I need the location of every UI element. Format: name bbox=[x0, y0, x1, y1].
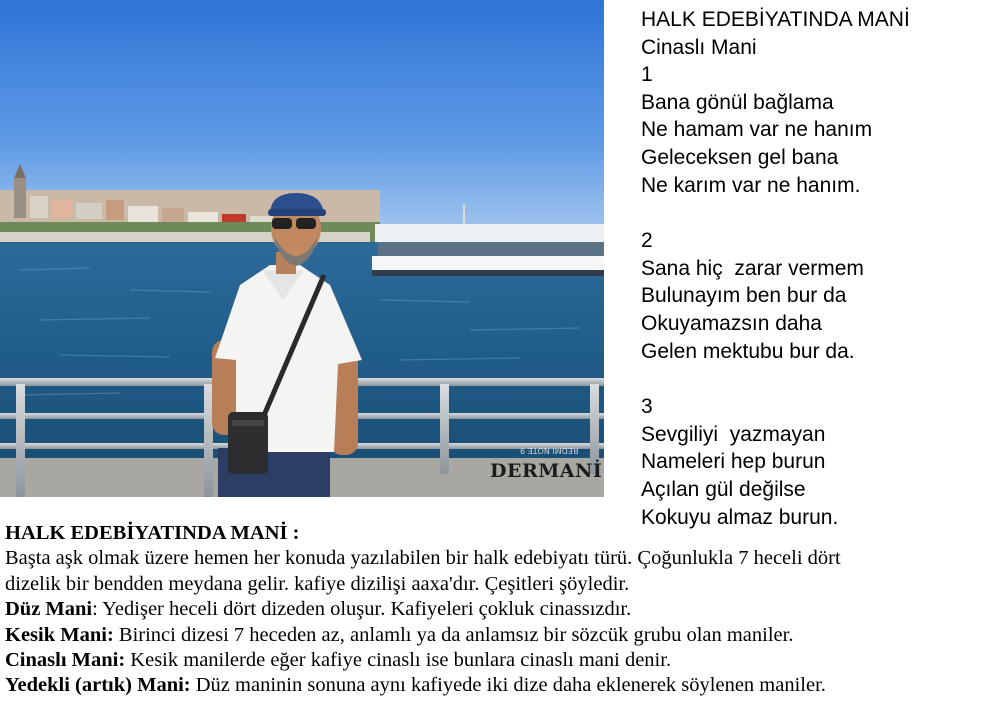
poem-line: Ne karım var ne hanım. bbox=[641, 173, 861, 197]
poem-line: Sevgiliyi yazmayan bbox=[641, 422, 826, 446]
stanza-number: 2 bbox=[641, 229, 653, 253]
bosphorus-photo bbox=[0, 0, 604, 497]
article-intro: dizelik bir bendden meydana gelir. kafiye dizilişi aaxa'dır. Çeşitleri şöyledir. bbox=[5, 572, 630, 595]
poem-subtitle: Cinaslı Mani bbox=[641, 35, 757, 59]
poem-line: Okuyamazsın daha bbox=[641, 311, 822, 335]
mani-type-desc: Birinci dizesi 7 heceden az, anlamlı ya da anlamsız bir sözcük grubu olan maniler. bbox=[113, 623, 794, 646]
poem-line: Geleceksen gel bana bbox=[641, 145, 839, 169]
mani-type-desc: : Yedişer heceli dört dizeden oluşur. Kafiyeleri çokluk cinassızdır. bbox=[92, 598, 632, 621]
poem-line: Bulunayım ben bur da bbox=[641, 284, 847, 308]
stanza-number: 3 bbox=[641, 395, 653, 419]
camera-watermark: REDMI NOTE 9 bbox=[520, 446, 579, 455]
mani-type-term: Cinaslı Mani: bbox=[5, 649, 126, 672]
poem-line: Gelen mektubu bur da. bbox=[641, 339, 855, 363]
stanza-gap bbox=[641, 199, 996, 227]
poem-line: Bana gönül bağlama bbox=[641, 90, 834, 114]
mani-type-kesik bbox=[5, 623, 995, 648]
mani-type-term: Kesik Mani: bbox=[5, 623, 114, 646]
mani-type-desc: Düz maninin sonuna aynı kafiyede iki dize daha eklenerek söylenen maniler. bbox=[190, 674, 826, 697]
mani-type-duz bbox=[5, 597, 995, 622]
stanza-gap bbox=[641, 365, 996, 393]
mani-type-cinasli bbox=[5, 648, 995, 673]
poem-column bbox=[641, 6, 996, 531]
poem-line: Ne hamam var ne hanım bbox=[641, 118, 873, 142]
photo bbox=[0, 0, 604, 497]
article bbox=[5, 521, 995, 699]
poem-line: Kokuyu almaz burun. bbox=[641, 505, 839, 529]
mani-type-yedekli bbox=[5, 673, 995, 698]
mani-type-term: Yedekli (artık) Mani: bbox=[5, 674, 191, 697]
stanza-number: 1 bbox=[641, 63, 653, 87]
photo-watermark: DERMANİ bbox=[490, 460, 603, 482]
poem-line: Sana hiç zarar vermem bbox=[641, 256, 864, 280]
article-heading: HALK EDEBİYATINDA MANİ : bbox=[5, 522, 300, 544]
poem-title: HALK EDEBİYATINDA MANİ bbox=[641, 8, 910, 31]
mani-type-desc: Kesik manilerde eğer kafiye cinaslı ise bunlara cinaslı mani denir. bbox=[125, 649, 672, 672]
poem-line: Açılan gül değilse bbox=[641, 477, 806, 501]
mani-type-term: Düz Mani bbox=[5, 598, 93, 621]
article-intro: Başta aşk olmak üzere hemen her konuda yazılabilen bir halk edebiyatı türü. Çoğunlukla 7 heceli dört bbox=[5, 547, 841, 570]
poem-line: Nameleri hep burun bbox=[641, 450, 826, 474]
